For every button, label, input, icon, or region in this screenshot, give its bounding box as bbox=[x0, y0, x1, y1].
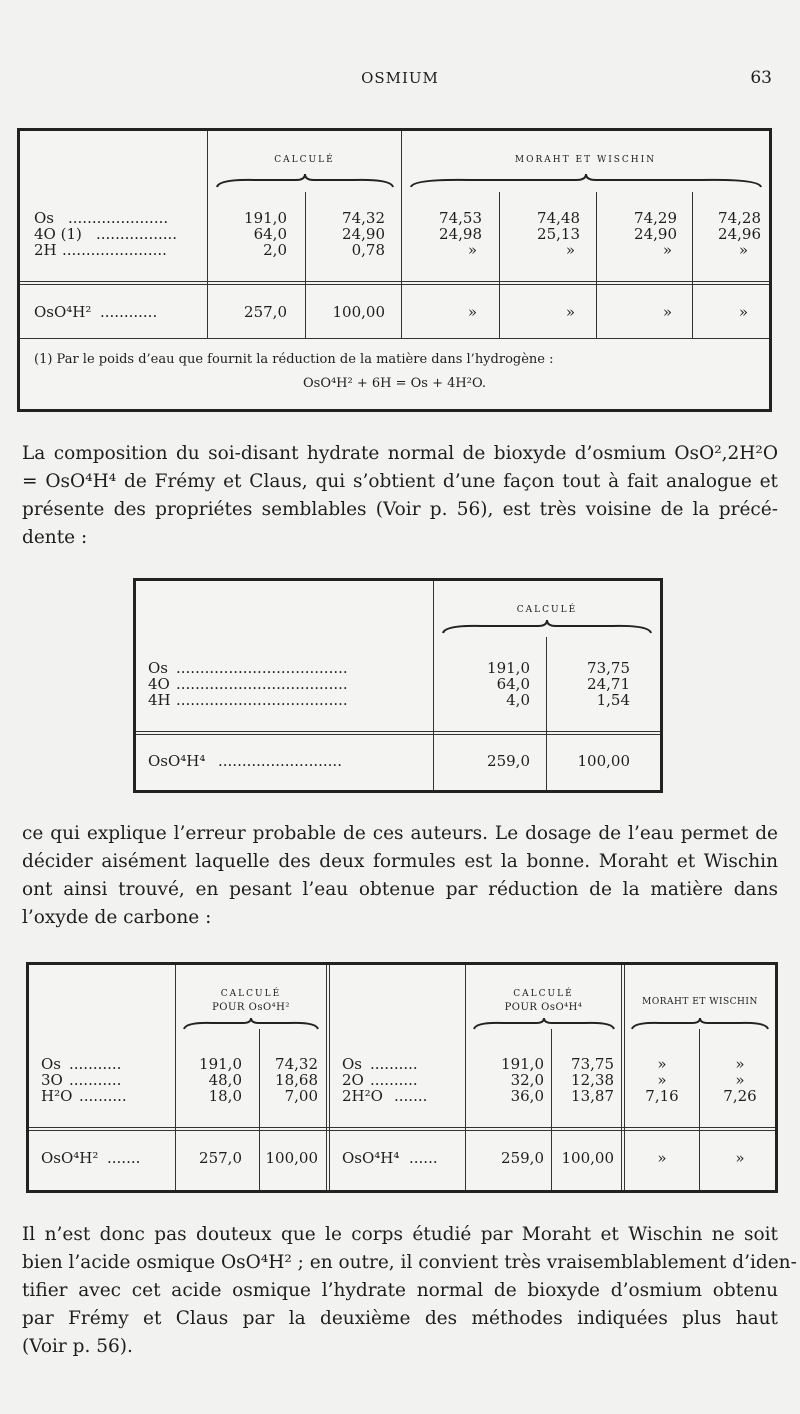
value-calc1-weight: 191,0 bbox=[199, 1055, 242, 1073]
row-label-2: Os bbox=[342, 1055, 362, 1073]
leader-dots: ........... bbox=[69, 1055, 122, 1073]
text-line: tifier avec cet acide osmique l’hydrate normal de bioxyde d’osmium obtenu bbox=[22, 1280, 778, 1301]
value-moraht-4: 74,28 bbox=[718, 209, 761, 227]
running-header bbox=[0, 66, 800, 94]
row-label-1: Os bbox=[41, 1055, 61, 1073]
total-calc1-weight: 257,0 bbox=[199, 1149, 242, 1167]
value-calc1-weight: 18,0 bbox=[208, 1087, 242, 1105]
brace-calcule-1 bbox=[183, 1017, 319, 1031]
value-calc2-weight: 191,0 bbox=[501, 1055, 544, 1073]
value-moraht-4: 24,96 bbox=[718, 225, 761, 243]
text-line: par Frémy et Claus par la deuxième des méthodes indiquées plus haut bbox=[22, 1308, 778, 1329]
paragraph-3 bbox=[22, 1221, 797, 1361]
value-calc2-percent: 12,38 bbox=[571, 1071, 614, 1089]
value-calc-percent: 73,75 bbox=[587, 659, 630, 677]
value-moraht-3: 24,90 bbox=[634, 225, 677, 243]
value-moraht-1: » bbox=[657, 1071, 667, 1089]
value-moraht-2: » bbox=[735, 1071, 745, 1089]
total-label-1: OsO⁴H² bbox=[41, 1149, 99, 1167]
header-calcule-2-sub: POUR OsO⁴H⁴ bbox=[504, 1002, 583, 1013]
total-calc2-percent: 100,00 bbox=[561, 1149, 614, 1167]
value-calc-percent: 24,90 bbox=[342, 225, 385, 243]
value-calc-weight: 64,0 bbox=[496, 675, 530, 693]
text-line: l’oxyde de carbone : bbox=[22, 907, 212, 928]
row-label: Os bbox=[148, 659, 168, 677]
paragraph-2 bbox=[22, 820, 778, 932]
leader-dots: .................................... bbox=[176, 691, 348, 709]
value-calc2-weight: 32,0 bbox=[510, 1071, 544, 1089]
value-moraht-1: 7,16 bbox=[645, 1087, 679, 1105]
leader-dots: ........... bbox=[69, 1071, 122, 1089]
total-label: OsO⁴H² bbox=[34, 303, 92, 321]
leader-dots: ...................... bbox=[62, 241, 167, 259]
text-line: décider aisément laquelle des deux formules est la bonne. Moraht et Wischin bbox=[22, 851, 778, 872]
value-calc1-percent: 74,32 bbox=[275, 1055, 318, 1073]
value-calc2-weight: 36,0 bbox=[510, 1087, 544, 1105]
value-calc-percent: 74,32 bbox=[342, 209, 385, 227]
row-label-1: H²O bbox=[41, 1087, 73, 1105]
value-calc-percent: 24,71 bbox=[587, 675, 630, 693]
total-moraht-4: » bbox=[738, 303, 748, 321]
total-calc-percent: 100,00 bbox=[332, 303, 385, 321]
brace-calcule-2 bbox=[473, 1017, 615, 1031]
value-moraht-2: » bbox=[565, 241, 575, 259]
value-calc1-weight: 48,0 bbox=[208, 1071, 242, 1089]
header-calcule: CALCULÉ bbox=[274, 155, 335, 165]
text-line: = OsO⁴H⁴ de Frémy et Claus, qui s’obtient d’une façon tout à fait analogue et bbox=[22, 471, 778, 492]
text-line: (Voir p. 56). bbox=[22, 1336, 133, 1357]
total-moraht-2: » bbox=[735, 1149, 745, 1167]
value-calc-percent: 1,54 bbox=[596, 691, 630, 709]
total-moraht-1: » bbox=[467, 303, 477, 321]
text-line: Il n’est donc pas douteux que le corps étudié par Moraht et Wischin ne soit bbox=[22, 1224, 778, 1245]
table-1 bbox=[17, 128, 772, 412]
row-label: 4O (1) bbox=[34, 225, 82, 243]
row-label-2: 2O bbox=[342, 1071, 364, 1089]
value-calc-percent: 0,78 bbox=[351, 241, 385, 259]
value-moraht-2: 7,26 bbox=[723, 1087, 757, 1105]
leader-dots: .......... bbox=[370, 1055, 418, 1073]
value-moraht-1: 74,53 bbox=[439, 209, 482, 227]
leader-dots: ....... bbox=[394, 1087, 428, 1105]
total-calc1-percent: 100,00 bbox=[265, 1149, 318, 1167]
table-2 bbox=[133, 578, 663, 793]
table-3 bbox=[26, 962, 778, 1193]
value-calc-weight: 191,0 bbox=[244, 209, 287, 227]
leader-dots: .......... bbox=[79, 1087, 127, 1105]
value-calc1-percent: 7,00 bbox=[284, 1087, 318, 1105]
text-line: dente : bbox=[22, 527, 88, 548]
value-calc-weight: 191,0 bbox=[487, 659, 530, 677]
header-calcule-2: CALCULÉ bbox=[513, 989, 574, 999]
leader-dots: .................................... bbox=[176, 675, 348, 693]
value-moraht-1: 24,98 bbox=[439, 225, 482, 243]
value-calc2-percent: 73,75 bbox=[571, 1055, 614, 1073]
leader-dots: ..................... bbox=[68, 209, 169, 227]
header-moraht-wischin: MORAHT ET WISCHIN bbox=[514, 155, 657, 165]
value-moraht-1: » bbox=[467, 241, 477, 259]
total-moraht-1: » bbox=[657, 1149, 667, 1167]
brace-calcule bbox=[216, 173, 394, 189]
brace-calcule bbox=[442, 619, 652, 635]
total-moraht-2: » bbox=[565, 303, 575, 321]
total-label: OsO⁴H⁴ bbox=[148, 752, 206, 770]
header-calcule: CALCULÉ bbox=[516, 605, 578, 615]
row-label: 2H bbox=[34, 241, 57, 259]
paragraph-1 bbox=[22, 440, 778, 552]
total-calc-weight: 259,0 bbox=[487, 752, 530, 770]
value-moraht-2: » bbox=[735, 1055, 745, 1073]
value-calc1-percent: 18,68 bbox=[275, 1071, 318, 1089]
total-calc-percent: 100,00 bbox=[577, 752, 630, 770]
leader-dots: ................. bbox=[96, 225, 178, 243]
total-moraht-3: » bbox=[662, 303, 672, 321]
leader-dots: .......... bbox=[370, 1071, 418, 1089]
footnote-equation: OsO⁴H² + 6H = Os + 4H²O. bbox=[302, 376, 486, 391]
brace-moraht-wischin bbox=[410, 173, 762, 189]
total-label-2: OsO⁴H⁴ bbox=[342, 1149, 400, 1167]
text-line: bien l’acide osmique OsO⁴H² ; en outre, il convient très vraisemblablement d’iden- bbox=[22, 1252, 797, 1273]
value-moraht-1: » bbox=[657, 1055, 667, 1073]
leader-dots: ............ bbox=[100, 303, 158, 321]
brace-moraht-wischin bbox=[631, 1017, 769, 1031]
value-calc-weight: 2,0 bbox=[263, 241, 287, 259]
value-moraht-4: » bbox=[738, 241, 748, 259]
leader-dots: .................................... bbox=[176, 659, 348, 677]
row-label: 4H bbox=[148, 691, 171, 709]
leader-dots: .......................... bbox=[218, 752, 342, 770]
value-moraht-2: 25,13 bbox=[537, 225, 580, 243]
text-line: présente des propriétes semblables (Voir p. 56), est très voisine de la précé- bbox=[22, 499, 778, 520]
row-label-2: 2H²O bbox=[342, 1087, 383, 1105]
header-moraht-wischin: MORAHT ET WISCHIN bbox=[642, 997, 758, 1007]
row-label: 4O bbox=[148, 675, 170, 693]
total-calc2-weight: 259,0 bbox=[501, 1149, 544, 1167]
running-title: OSMIUM bbox=[361, 69, 439, 87]
header-calcule-1-sub: POUR OsO⁴H² bbox=[212, 1002, 290, 1013]
value-calc-weight: 64,0 bbox=[253, 225, 287, 243]
value-moraht-3: 74,29 bbox=[634, 209, 677, 227]
value-calc2-percent: 13,87 bbox=[571, 1087, 614, 1105]
value-calc-weight: 4,0 bbox=[506, 691, 530, 709]
text-line: ont ainsi trouvé, en pesant l’eau obtenue par réduction de la matière dans bbox=[22, 879, 778, 900]
total-calc-weight: 257,0 bbox=[244, 303, 287, 321]
value-moraht-3: » bbox=[662, 241, 672, 259]
header-calcule-1: CALCULÉ bbox=[220, 989, 282, 999]
row-label: Os bbox=[34, 209, 54, 227]
table-footnote: (1) Par le poids d’eau que fournit la réduction de la matière dans l’hydrogène : bbox=[34, 352, 554, 367]
text-line: ce qui explique l’erreur probable de ces auteurs. Le dosage de l’eau permet de bbox=[22, 823, 778, 844]
page-number: 63 bbox=[750, 68, 772, 88]
text-line: La composition du soi-disant hydrate normal de bioxyde d’osmium OsO²,2H²O bbox=[22, 443, 778, 464]
value-moraht-2: 74,48 bbox=[537, 209, 580, 227]
leader-dots: ....... bbox=[107, 1149, 141, 1167]
row-label-1: 3O bbox=[41, 1071, 63, 1089]
leader-dots: ...... bbox=[409, 1149, 438, 1167]
